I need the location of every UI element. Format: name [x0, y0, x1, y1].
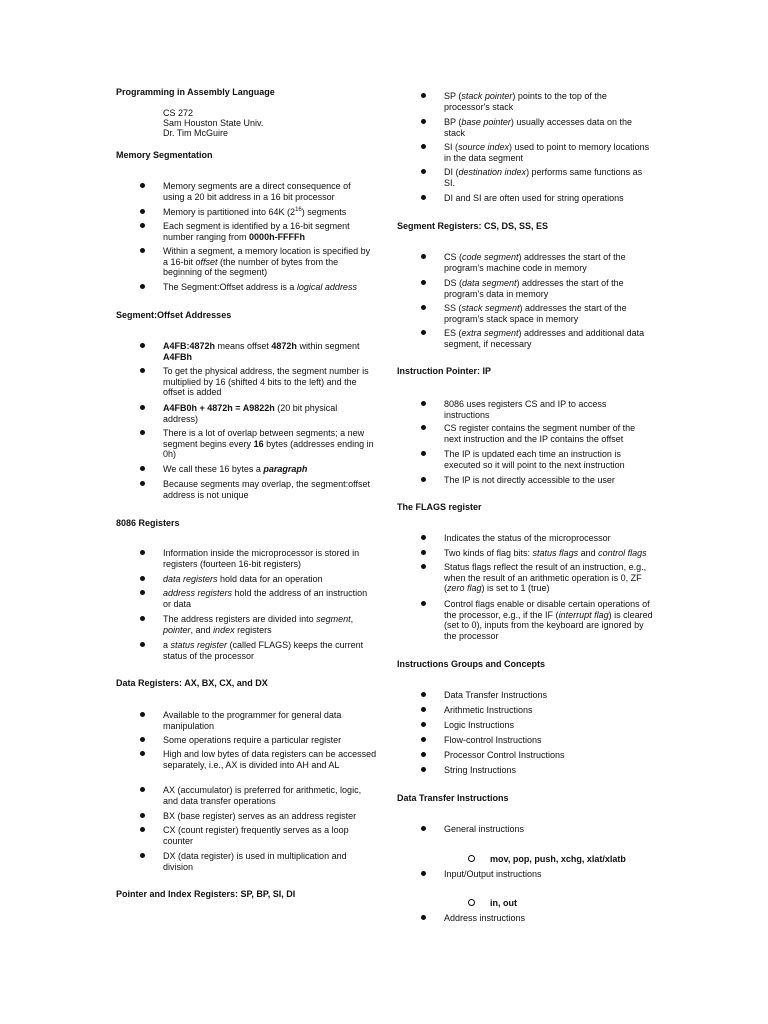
bullet-icon	[421, 767, 426, 772]
bullet-icon	[421, 692, 426, 697]
bullet-icon	[140, 550, 145, 555]
bullet-icon	[421, 93, 426, 98]
bullet-icon	[421, 707, 426, 712]
sub-list-item: in, out	[490, 898, 517, 908]
list-item: SP (stack pointer) points to the top of the processor's stack	[444, 91, 607, 112]
list-item: DI (destination index) performs same functions as SI.	[444, 167, 643, 188]
list-item: The IP is updated each time an instruction is executed so it will point to the next instruction	[444, 449, 625, 470]
list-item: Indicates the status of the microprocessor	[444, 533, 611, 543]
bullet-icon	[421, 144, 426, 149]
heading-memory-segmentation: Memory Segmentation	[116, 150, 213, 160]
list-item: BP (base pointer) usually accesses data on the stack	[444, 117, 632, 138]
list-item: Information inside the microprocessor is stored in registers (fourteen 16-bit registers)	[163, 548, 360, 569]
heading-8086-registers: 8086 Registers	[116, 518, 180, 528]
list-item: Available to the programmer for general data manipulation	[163, 710, 342, 731]
bullet-icon	[421, 330, 426, 335]
list-item: DI and SI are often used for string operations	[444, 193, 624, 203]
list-item: Processor Control Instructions	[444, 750, 565, 760]
list-item: a status register (called FLAGS) keeps the current status of the processor	[163, 640, 364, 661]
bullet-icon	[140, 853, 145, 858]
bullet-icon	[421, 737, 426, 742]
bullet-icon	[140, 813, 145, 818]
list-item: Because segments may overlap, the segment:offset address is not unique	[163, 479, 370, 500]
circle-bullet-icon	[468, 899, 475, 906]
list-item: There is a lot of overlap between segments; a new segment begins every 16 bytes (addresses ending in 0h)	[163, 428, 374, 459]
list-item: Two kinds of flag bits: status flags and control flags	[444, 548, 647, 558]
list-item: data registers hold data for an operation	[163, 574, 323, 584]
list-item: Each segment is identified by a 16-bit segment number ranging from 0000h-FFFFh	[163, 221, 350, 242]
list-item: CS (code segment) addresses the start of the program's machine code in memory	[444, 252, 626, 273]
list-item: CX (count register) frequently serves as a loop counter	[163, 825, 349, 846]
list-item: The address registers are divided into segment, pointer, and index registers	[163, 614, 354, 635]
heading-instruction-pointer: Instruction Pointer: IP	[397, 366, 492, 376]
list-item: We call these 16 bytes a paragraph	[163, 464, 308, 474]
list-item: BX (base register) serves as an address register	[163, 811, 357, 821]
bullet-icon	[140, 616, 145, 621]
list-item: Address instructions	[444, 913, 526, 923]
bullet-icon	[140, 343, 145, 348]
bullet-icon	[140, 209, 145, 214]
heading-flags-register: The FLAGS register	[397, 502, 482, 512]
bullet-icon	[140, 751, 145, 756]
list-item: Arithmetic Instructions	[444, 705, 533, 715]
list-item: The Segment:Offset address is a logical address	[163, 282, 357, 292]
list-item: ES (extra segment) addresses and additional data segment, if necessary	[444, 328, 645, 349]
list-item: DX (data register) is used in multiplication and division	[163, 851, 347, 872]
bullet-icon	[421, 195, 426, 200]
heading-segment-registers: Segment Registers: CS, DS, SS, ES	[397, 221, 549, 231]
circle-bullet-icon	[468, 855, 475, 862]
bullet-icon	[421, 119, 426, 124]
bullet-icon	[140, 737, 145, 742]
list-item: A4FB0h + 4872h = A9822h (20 bit physical address)	[163, 403, 338, 424]
bullet-icon	[421, 601, 426, 606]
bullet-icon	[421, 169, 426, 174]
bullet-icon	[421, 826, 426, 831]
list-item: AX (accumulator) is preferred for arithmetic, logic, and data transfer operations	[163, 785, 362, 806]
list-item: String Instructions	[444, 765, 517, 775]
bullet-icon	[421, 254, 426, 259]
author: Dr. Tim McGuire	[163, 128, 229, 138]
bullet-icon	[140, 787, 145, 792]
bullet-icon	[421, 752, 426, 757]
bullet-icon	[140, 430, 145, 435]
bullet-icon	[140, 405, 145, 410]
bullet-icon	[140, 248, 145, 253]
list-item: The IP is not directly accessible to the user	[444, 475, 615, 485]
bullet-icon	[140, 642, 145, 647]
list-item: SS (stack segment) addresses the start of the program's stack space in memory	[444, 303, 627, 324]
university: Sam Houston State Univ.	[163, 118, 264, 128]
bullet-icon	[140, 576, 145, 581]
heading-pointer-index: Pointer and Index Registers: SP, BP, SI, DI	[116, 889, 296, 899]
bullet-icon	[421, 535, 426, 540]
bullet-icon	[421, 722, 426, 727]
bullet-icon	[421, 280, 426, 285]
bullet-icon	[421, 401, 426, 406]
list-item: Within a segment, a memory location is specified by a 16-bit offset (the number of bytes from the beginning of the segment)	[163, 246, 371, 277]
bullet-icon	[421, 305, 426, 310]
bullet-icon	[421, 550, 426, 555]
list-item: SI (source index) used to point to memory locations in the data segment	[444, 142, 650, 163]
bullet-icon	[421, 915, 426, 920]
list-item: DS (data segment) addresses the start of the program's data in memory	[444, 278, 624, 299]
list-item: Input/Output instructions	[444, 869, 542, 879]
heading-segment-offset: Segment:Offset Addresses	[116, 310, 232, 320]
document-title: Programming in Assembly Language	[116, 87, 275, 97]
list-item: To get the physical address, the segment number is multiplied by 16 (shifted 4 bits to the left) and the offset is added	[163, 366, 369, 397]
list-item: 8086 uses registers CS and IP to access instructions	[444, 399, 607, 420]
bullet-icon	[140, 481, 145, 486]
bullet-icon	[140, 183, 145, 188]
heading-data-transfer: Data Transfer Instructions	[397, 793, 509, 803]
list-item: address registers hold the address of an instruction or data	[163, 588, 368, 609]
list-item: High and low bytes of data registers can be accessed separately, i.e., AX is divided into AH and AL	[163, 749, 377, 770]
heading-instruction-groups: Instructions Groups and Concepts	[397, 659, 546, 669]
bullet-icon	[140, 712, 145, 717]
bullet-icon	[421, 564, 426, 569]
list-item: A4FB:4872h means offset 4872h within segment A4FBh	[163, 341, 360, 362]
list-item: Status flags reflect the result of an instruction, e.g., when the result of an arithmetic operation is 0, ZF (zero flag) is set to 1 (true)	[444, 562, 647, 593]
bullet-icon	[421, 477, 426, 482]
bullet-icon	[140, 827, 145, 832]
course-code: CS 272	[163, 108, 194, 118]
bullet-icon	[140, 284, 145, 289]
bullet-icon	[421, 451, 426, 456]
bullet-icon	[421, 425, 426, 430]
bullet-icon	[140, 590, 145, 595]
list-item: Flow-control Instructions	[444, 735, 542, 745]
bullet-icon	[421, 871, 426, 876]
heading-data-registers: Data Registers: AX, BX, CX, and DX	[116, 678, 268, 688]
list-item: General instructions	[444, 824, 525, 834]
bullet-icon	[140, 223, 145, 228]
sub-list-item: mov, pop, push, xchg, xlat/xlatb	[490, 854, 626, 864]
list-item: Memory is partitioned into 64K $(2^{16})$ segments	[163, 207, 347, 217]
list-item: CS register contains the segment number of the next instruction and the IP contains the offset	[444, 423, 636, 444]
list-item: Memory segments are a direct consequence of using a 20 bit address in a 16 bit processor	[163, 181, 351, 202]
list-item: Logic Instructions	[444, 720, 515, 730]
bullet-icon	[140, 466, 145, 471]
list-item: Control flags enable or disable certain operations of the processor, e.g., if the IF (interrupt flag) is cleared (set to 0), inputs from the keyboard are ignored by the processor	[444, 599, 653, 641]
list-item: Some operations require a particular register	[163, 735, 342, 745]
list-item: Data Transfer Instructions	[444, 690, 548, 700]
bullet-icon	[140, 368, 145, 373]
